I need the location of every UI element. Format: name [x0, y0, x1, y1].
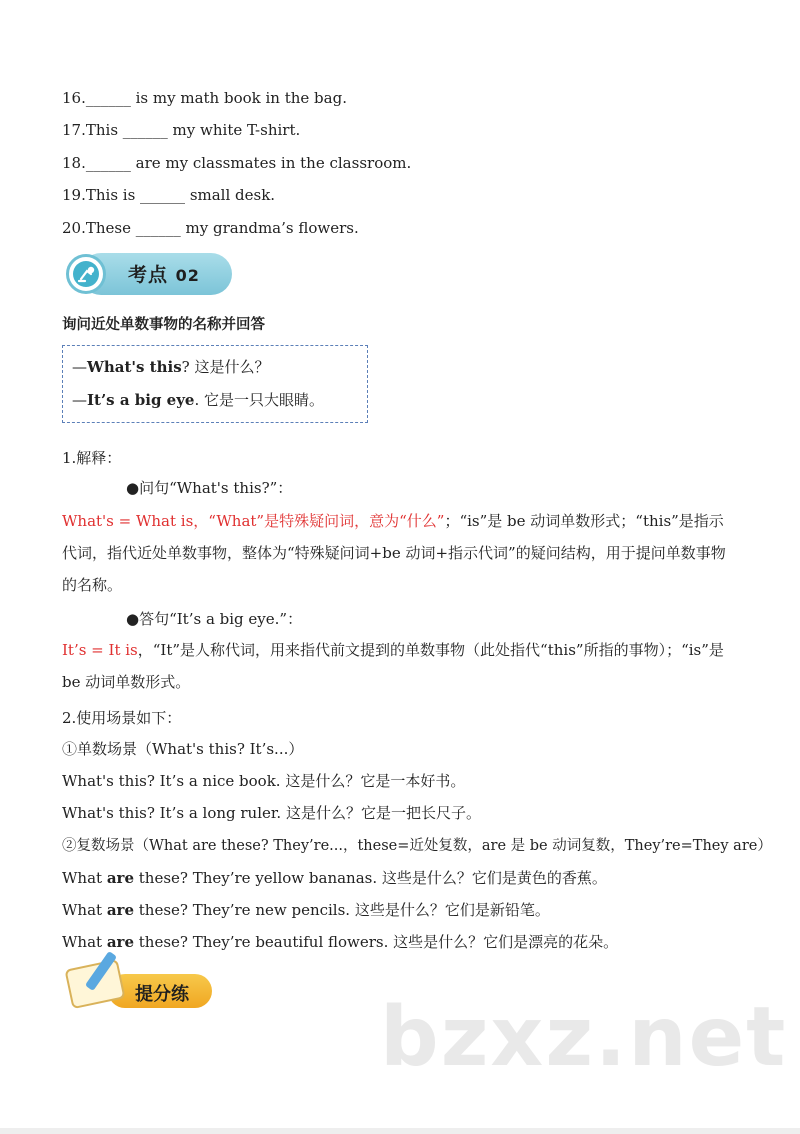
bullet-answer: ●答句“It’s a big eye.”：: [126, 610, 303, 628]
lamp-icon: [66, 254, 106, 294]
kaodian-banner: [66, 253, 232, 295]
tifen-label: 提分练: [135, 984, 189, 1005]
explain-paragraph-2: It’s = It is，“It”是人称代词，用来指代前文提到的单数事物（此处指代“this”所指的事物）；“is”是 be 动词单数形式。: [62, 641, 724, 691]
section-heading: 询问近处单数事物的名称并回答: [62, 317, 265, 333]
scene-plural-example: What are these? They’re yellow bananas. 这些是什么？它们是黄色的香蕉。: [62, 869, 607, 887]
scene-singular-example: What's this? It’s a nice book. 这是什么？它是一本好书。: [62, 772, 466, 790]
scene-plural: ②复数场景（What are these? They’re...，these=近处复数，are 是 be 动词复数，They’re=They are）: [62, 838, 772, 854]
exercise-17: 17.This ______ my white T-shirt.: [62, 121, 301, 139]
scene-plural-example: What are these? They’re new pencils. 这些是什么？它们是新铅笔。: [62, 901, 550, 919]
dialog-question: —What's this? 这是什么？: [72, 358, 270, 376]
exercise-20: 20.These ______ my grandma’s flowers.: [62, 219, 359, 237]
kaodian-label: 考点 02: [128, 264, 200, 286]
scene-singular-example: What's this? It’s a long ruler. 这是什么？它是一把长尺子。: [62, 804, 481, 822]
scene-singular: ①单数场景（What's this? It’s...）: [62, 740, 304, 758]
exercise-16: 16.______ is my math book in the bag.: [62, 89, 347, 107]
bullet-question: ●问句“What's this?”：: [126, 479, 293, 497]
exercise-18: 18.______ are my classmates in the classroom.: [62, 154, 412, 172]
tifen-banner: [68, 950, 213, 1012]
dialog-answer: —It’s a big eye. 它是一只大眼睛。: [72, 391, 325, 409]
page-bottom-edge: [0, 1128, 800, 1134]
exercise-19: 19.This is ______ small desk.: [62, 186, 276, 204]
explain-paragraph-1: What's = What is，“What”是特殊疑问词，意为“什么”；“is”是 be 动词单数形式；“this”是指示代词，指代近处单数事物，整体为“特殊疑问词+be 动词+指示代词”的疑问结构，用于提问单数事物的名称。: [62, 512, 726, 594]
watermark: bzxz.net: [380, 990, 788, 1085]
explain-title: 1.解释：: [62, 449, 122, 467]
usage-title: 2.使用场景如下：: [62, 709, 182, 727]
scene-plural-example: What are these? They’re beautiful flowers. 这些是什么？它们是漂亮的花朵。: [62, 933, 619, 951]
